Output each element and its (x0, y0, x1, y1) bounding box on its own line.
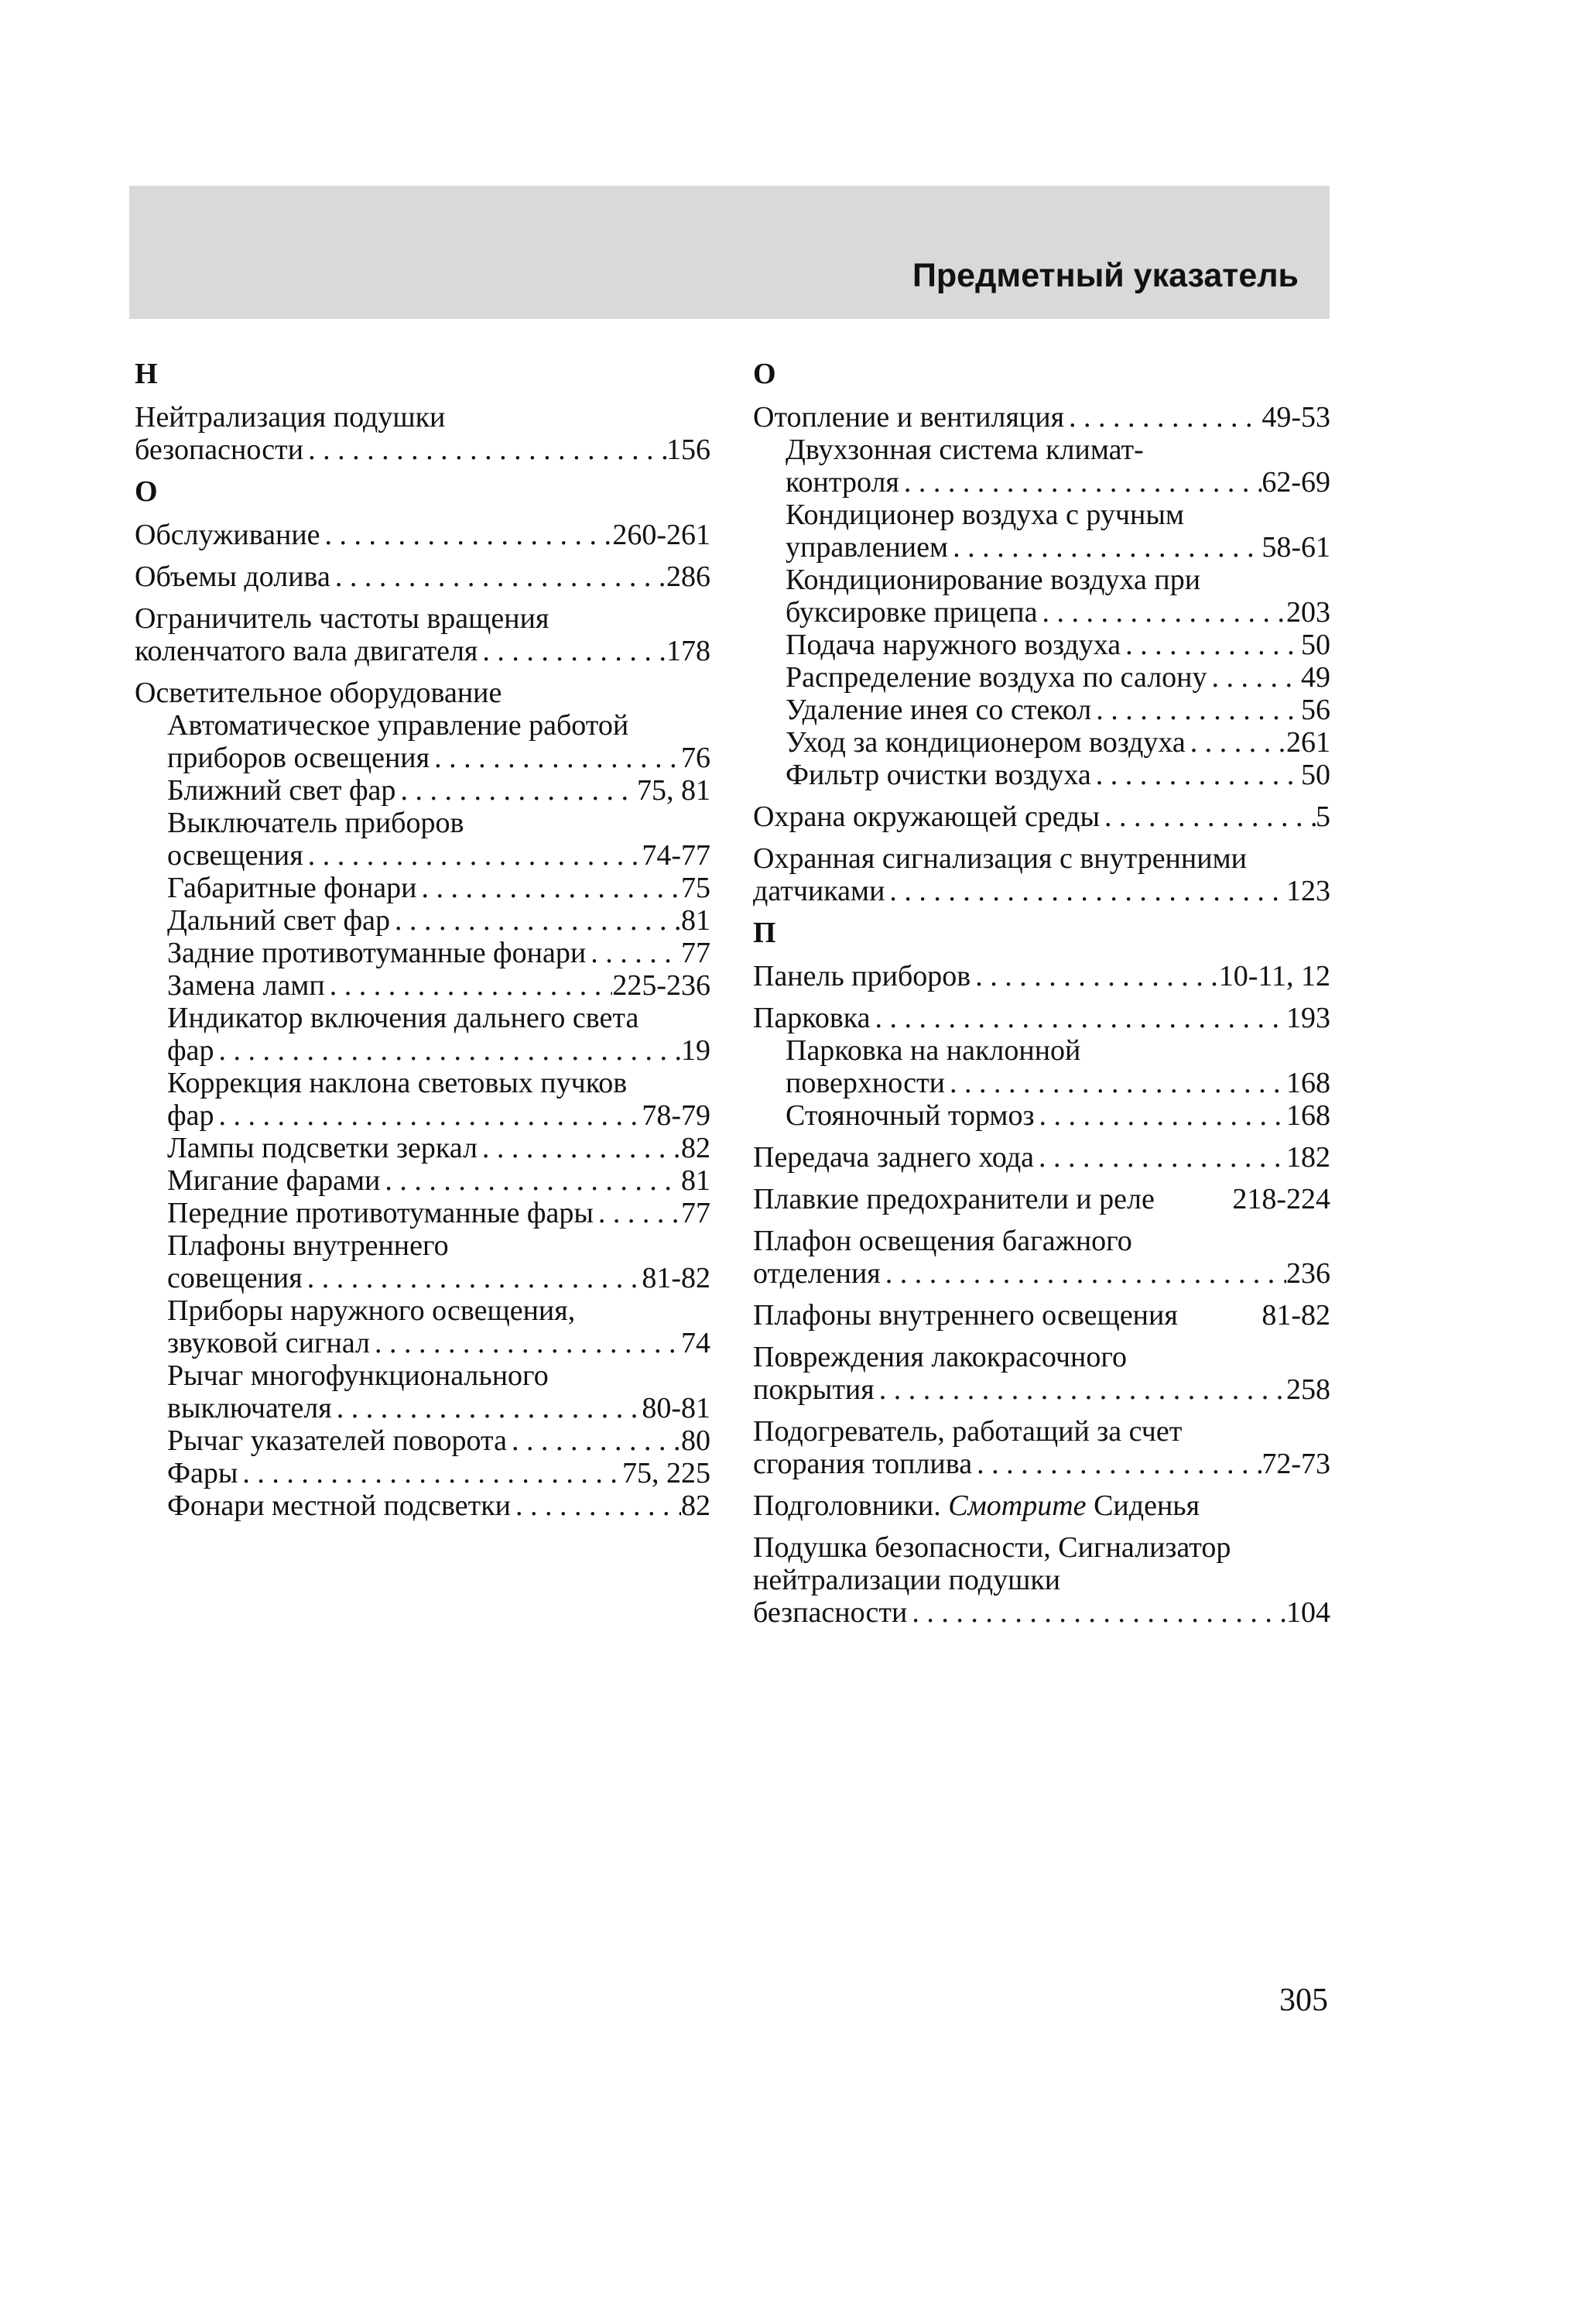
page-ref: 75, 225 (622, 1457, 710, 1489)
index-term: Дальний свет фар (167, 904, 390, 937)
dot-leader (478, 1132, 681, 1164)
dot-leader (303, 839, 642, 872)
index-entry (753, 960, 1330, 992)
index-line (786, 596, 1330, 629)
page-ref: 56 (1301, 694, 1330, 726)
index-term: Ограничитель частоты вращения (135, 602, 549, 635)
index-line (167, 904, 710, 937)
dot-leader (395, 774, 637, 807)
dot-leader (214, 1034, 682, 1067)
page-ref: 72-73 (1261, 1448, 1330, 1480)
see-target: Сиденья (1094, 1489, 1200, 1522)
index-column-left (135, 358, 710, 1531)
index-subentry (135, 1489, 710, 1522)
index-line (753, 960, 1330, 992)
page-ref: 225-236 (612, 969, 710, 1002)
index-term: Кондиционер воздуха с ручным (786, 499, 1184, 531)
dot-leader (1034, 1141, 1286, 1174)
page-ref: 49 (1301, 661, 1330, 694)
page-ref: 74-77 (642, 839, 710, 872)
index-term: отделения (753, 1257, 881, 1290)
page-ref: 77 (681, 1197, 710, 1229)
index-subentry (135, 1457, 710, 1489)
index-term: Выключатель приборов (167, 807, 464, 839)
index-line (753, 1415, 1330, 1448)
index-line (753, 842, 1330, 875)
dot-leader (238, 1457, 622, 1489)
index-term: коленчатого вала двигателя (135, 635, 478, 667)
index-subentry (135, 1164, 710, 1197)
index-term: Обслуживание (135, 519, 320, 551)
index-line (786, 1067, 1330, 1099)
index-line (167, 1002, 710, 1034)
page-ref: 178 (666, 635, 710, 667)
index-term: безпасности (753, 1596, 908, 1629)
dot-leader (1038, 596, 1286, 629)
index-term: Охрана окружающей среды (753, 800, 1101, 833)
dot-leader (885, 875, 1286, 907)
index-subentry (753, 434, 1330, 499)
dot-leader (1064, 401, 1261, 434)
index-term: Габаритные фонари (167, 872, 417, 904)
index-line (786, 1099, 1330, 1132)
index-term: фар (167, 1034, 214, 1067)
index-term: Лампы подсветки зеркал (167, 1132, 478, 1164)
dot-leader (1034, 1099, 1286, 1132)
index-entry (135, 677, 710, 1522)
index-term: Рычаг указателей поворота (167, 1424, 507, 1457)
index-term: Парковка на наклонной (786, 1034, 1081, 1067)
index-line (753, 1489, 1330, 1522)
page-ref: 236 (1286, 1257, 1330, 1290)
index-line (786, 499, 1330, 531)
index-line (753, 875, 1330, 907)
index-subentry (753, 629, 1330, 661)
index-entry (753, 842, 1330, 907)
index-entry (135, 602, 710, 667)
index-subentry (135, 1229, 710, 1294)
dot-leader (1186, 726, 1286, 759)
index-term: контроля (786, 466, 899, 499)
page-ref: 75, 81 (637, 774, 710, 807)
index-entry (135, 560, 710, 593)
index-line (167, 1327, 710, 1359)
index-line (753, 1299, 1330, 1332)
index-line (786, 466, 1330, 499)
index-line (167, 872, 710, 904)
page-ref: 82 (681, 1489, 710, 1522)
index-term: совещения (167, 1262, 303, 1294)
index-term: Удаление инея со стекол (786, 694, 1092, 726)
dot-leader (325, 969, 613, 1002)
index-line (135, 677, 710, 709)
index-entry (753, 1183, 1330, 1215)
index-subentry (135, 872, 710, 904)
index-line (167, 709, 710, 742)
index-term: Отопление и вентиляция (753, 401, 1065, 434)
index-entry (753, 1531, 1330, 1629)
page-ref: 81-82 (642, 1262, 710, 1294)
index-line (786, 694, 1330, 726)
index-term: Плафон освещения багажного (753, 1225, 1132, 1257)
index-line (167, 1457, 710, 1489)
dot-leader (1100, 800, 1316, 833)
index-entry (753, 1299, 1330, 1332)
index-term: Автоматическое управление работой (167, 709, 629, 742)
index-term: Объемы долива (135, 560, 330, 593)
section-letter: П (753, 917, 776, 949)
index-line (753, 1448, 1330, 1480)
page-ref: 62-69 (1261, 466, 1330, 499)
dot-leader (303, 1262, 642, 1294)
see-reference: Смотрите (948, 1489, 1087, 1522)
index-line (786, 629, 1330, 661)
index-line (753, 1257, 1330, 1290)
index-line (167, 937, 710, 969)
index-term: нейтрализации подушки (753, 1564, 1061, 1596)
index-line (167, 742, 710, 774)
index-line (753, 401, 1330, 434)
page-ref: 81 (681, 904, 710, 937)
dot-leader (972, 1448, 1261, 1480)
page-ref: 75 (681, 872, 710, 904)
index-term: звуковой сигнал (167, 1327, 370, 1359)
index-entry (753, 800, 1330, 833)
index-term: безопасности (135, 434, 304, 466)
index-entry (753, 1002, 1330, 1132)
page-ref: 193 (1286, 1002, 1330, 1034)
index-term: покрытия (753, 1373, 875, 1406)
page-ref: 156 (666, 434, 710, 466)
index-subentry (135, 1002, 710, 1067)
index-entry (753, 1415, 1330, 1480)
page-ref: 286 (666, 560, 710, 593)
index-term: Передние противотуманные фары (167, 1197, 594, 1229)
index-line (786, 1034, 1330, 1067)
index-entry (753, 1141, 1330, 1174)
index-line (167, 839, 710, 872)
index-term: Коррекция наклона световых пучков (167, 1067, 628, 1099)
dot-leader (332, 1392, 642, 1424)
index-term: Кондиционирование воздуха при (786, 564, 1201, 596)
index-line (167, 1034, 710, 1067)
index-term: Повреждения лакокрасочного (753, 1341, 1128, 1373)
dot-leader (430, 742, 681, 774)
index-line (753, 1225, 1330, 1257)
index-line (786, 726, 1330, 759)
dot-leader (945, 1067, 1286, 1099)
index-subentry (135, 1067, 710, 1132)
index-term: Замена ламп (167, 969, 325, 1002)
index-term: Передача заднего хода (753, 1141, 1035, 1174)
dot-leader (907, 1596, 1286, 1629)
index-line (753, 1596, 1330, 1629)
index-term: Плафоны внутреннего (167, 1229, 449, 1262)
index-line (753, 1531, 1330, 1564)
index-entry (753, 1489, 1330, 1522)
page-ref: 123 (1286, 875, 1330, 907)
index-line (167, 969, 710, 1002)
dot-leader (586, 937, 681, 969)
index-entry (753, 401, 1330, 791)
section-letter: Н (135, 358, 158, 390)
dot-leader (511, 1489, 681, 1522)
index-entry (135, 401, 710, 466)
page-ref: 76 (681, 742, 710, 774)
index-subentry (753, 759, 1330, 791)
index-term: фар (167, 1099, 214, 1132)
page-ref: 50 (1301, 759, 1330, 791)
index-column-right (753, 358, 1330, 1638)
index-term: Панель приборов (753, 960, 971, 992)
index-subentry (135, 807, 710, 872)
index-term (753, 1489, 1200, 1522)
index-line (753, 1373, 1330, 1406)
page-ref: 19 (681, 1034, 710, 1067)
index-term: Рычаг многофункционального (167, 1359, 549, 1392)
index-line (786, 759, 1330, 791)
dot-leader (478, 635, 666, 667)
index-line (753, 800, 1330, 833)
index-line (135, 434, 710, 466)
page-title: Предметный указатель (912, 257, 1299, 294)
index-term: Нейтрализация подушки (135, 401, 446, 434)
index-term: приборов освещения (167, 742, 430, 774)
index-line (167, 1392, 710, 1424)
index-term: освещения (167, 839, 303, 872)
index-term: Подача наружного воздуха (786, 629, 1121, 661)
dot-leader (1091, 759, 1301, 791)
index-line (786, 434, 1330, 466)
index-subentry (753, 694, 1330, 726)
index-term: Ближний свет фар (167, 774, 396, 807)
index-term: Фонари местной подсветки (167, 1489, 511, 1522)
index-line (167, 1197, 710, 1229)
index-term: Распределение воздуха по салону (786, 661, 1207, 694)
index-line (167, 1099, 710, 1132)
index-term: выключателя (167, 1392, 332, 1424)
index-term: Задние противотуманные фонари (167, 937, 587, 969)
index-term: Стояночный тормоз (786, 1099, 1035, 1132)
dot-leader (875, 1373, 1286, 1406)
page-ref: 104 (1286, 1596, 1330, 1629)
leader-gap (1155, 1183, 1233, 1215)
dot-leader (330, 560, 666, 593)
index-subentry (753, 1034, 1330, 1099)
index-subentry (135, 1359, 710, 1424)
page-ref: 81 (681, 1164, 710, 1197)
dot-leader (871, 1002, 1286, 1034)
dot-leader (303, 434, 666, 466)
dot-leader (899, 466, 1261, 499)
index-term: Охранная сигнализация с внутренними (753, 842, 1247, 875)
dot-leader (320, 519, 613, 551)
index-line (167, 1359, 710, 1392)
index-line (753, 1183, 1330, 1215)
index-term: Плавкие предохранители и реле (753, 1183, 1155, 1215)
page-ref: 260-261 (612, 519, 710, 551)
page-ref: 78-79 (642, 1099, 710, 1132)
index-term: поверхности (786, 1067, 946, 1099)
header-band (129, 186, 1330, 319)
index-line (167, 1262, 710, 1294)
dot-leader (971, 960, 1218, 992)
index-line (135, 602, 710, 635)
index-line (753, 1002, 1330, 1034)
index-term: Плафоны внутреннего освещения (753, 1299, 1178, 1332)
index-line (786, 531, 1330, 564)
dot-leader (1091, 694, 1301, 726)
index-subentry (753, 661, 1330, 694)
index-term: Двухзонная система климат- (786, 434, 1144, 466)
dot-leader (594, 1197, 681, 1229)
page-ref: 182 (1286, 1141, 1330, 1174)
index-term: Мигание фарами (167, 1164, 381, 1197)
index-term: Уход за кондиционером воздуха (786, 726, 1186, 759)
index-line (167, 1489, 710, 1522)
index-subentry (135, 1132, 710, 1164)
dot-leader (370, 1327, 681, 1359)
page-ref: 218-224 (1232, 1183, 1330, 1215)
index-subentry (135, 774, 710, 807)
page-number: 305 (1279, 1983, 1328, 2018)
dot-leader (214, 1099, 642, 1132)
index-line (167, 1164, 710, 1197)
page-ref: 10-11, 12 (1218, 960, 1330, 992)
page-ref: 82 (681, 1132, 710, 1164)
page-ref: 168 (1286, 1099, 1330, 1132)
dot-leader (416, 872, 681, 904)
index-term: управлением (786, 531, 949, 564)
index-term: Фары (167, 1457, 238, 1489)
index-line (135, 635, 710, 667)
index-term: Фильтр очистки воздуха (786, 759, 1091, 791)
index-term: Индикатор включения дальнего света (167, 1002, 639, 1034)
page-ref: 77 (681, 937, 710, 969)
index-line (167, 1424, 710, 1457)
index-subentry (753, 1099, 1330, 1132)
page-ref: 80-81 (642, 1392, 710, 1424)
dot-leader (390, 904, 681, 937)
index-line (167, 1067, 710, 1099)
page-ref: 49-53 (1261, 401, 1330, 434)
page-ref: 5 (1316, 800, 1330, 833)
index-subentry (135, 1197, 710, 1229)
section-letter: О (135, 475, 158, 508)
leader-gap (1178, 1299, 1262, 1332)
index-line (167, 807, 710, 839)
dot-leader (1121, 629, 1301, 661)
page-ref: 74 (681, 1327, 710, 1359)
page-ref: 168 (1286, 1067, 1330, 1099)
index-subentry (753, 499, 1330, 564)
section-letter: О (753, 358, 776, 390)
index-line (135, 401, 710, 434)
index-term: датчиками (753, 875, 885, 907)
index-term-main: Подголовники. (753, 1489, 941, 1522)
index-line (753, 1341, 1330, 1373)
dot-leader (881, 1257, 1286, 1290)
index-subentry (135, 937, 710, 969)
dot-leader (948, 531, 1261, 564)
index-line (753, 1564, 1330, 1596)
dot-leader (380, 1164, 681, 1197)
index-subentry (753, 564, 1330, 629)
index-line (167, 1132, 710, 1164)
index-term: Подушка безопасности, Сигнализатор (753, 1531, 1231, 1564)
index-term: буксировке прицепа (786, 596, 1038, 629)
index-subentry (753, 726, 1330, 759)
index-term: Подогреватель, работащий за счет (753, 1415, 1183, 1448)
page-ref: 261 (1286, 726, 1330, 759)
index-entry (135, 519, 710, 551)
index-subentry (135, 709, 710, 774)
index-subentry (135, 904, 710, 937)
dot-leader (1207, 661, 1301, 694)
dot-leader (507, 1424, 681, 1457)
page-ref: 58-61 (1261, 531, 1330, 564)
index-line (167, 1229, 710, 1262)
index-line (135, 519, 710, 551)
index-line (786, 564, 1330, 596)
index-subentry (135, 969, 710, 1002)
index-line (167, 774, 710, 807)
index-term: Осветительное оборудование (135, 677, 502, 709)
page-ref: 80 (681, 1424, 710, 1457)
page-ref: 81-82 (1261, 1299, 1330, 1332)
index-term: сгорания топлива (753, 1448, 973, 1480)
index-entry (753, 1225, 1330, 1290)
index-line (753, 1141, 1330, 1174)
index-term: Парковка (753, 1002, 871, 1034)
index-line (786, 661, 1330, 694)
page-ref: 50 (1301, 629, 1330, 661)
index-line (135, 560, 710, 593)
page-ref: 203 (1286, 596, 1330, 629)
index-subentry (135, 1294, 710, 1359)
index-subentry (135, 1424, 710, 1457)
index-entry (753, 1341, 1330, 1406)
index-line (167, 1294, 710, 1327)
index-term: Приборы наружного освещения, (167, 1294, 576, 1327)
page-ref: 258 (1286, 1373, 1330, 1406)
